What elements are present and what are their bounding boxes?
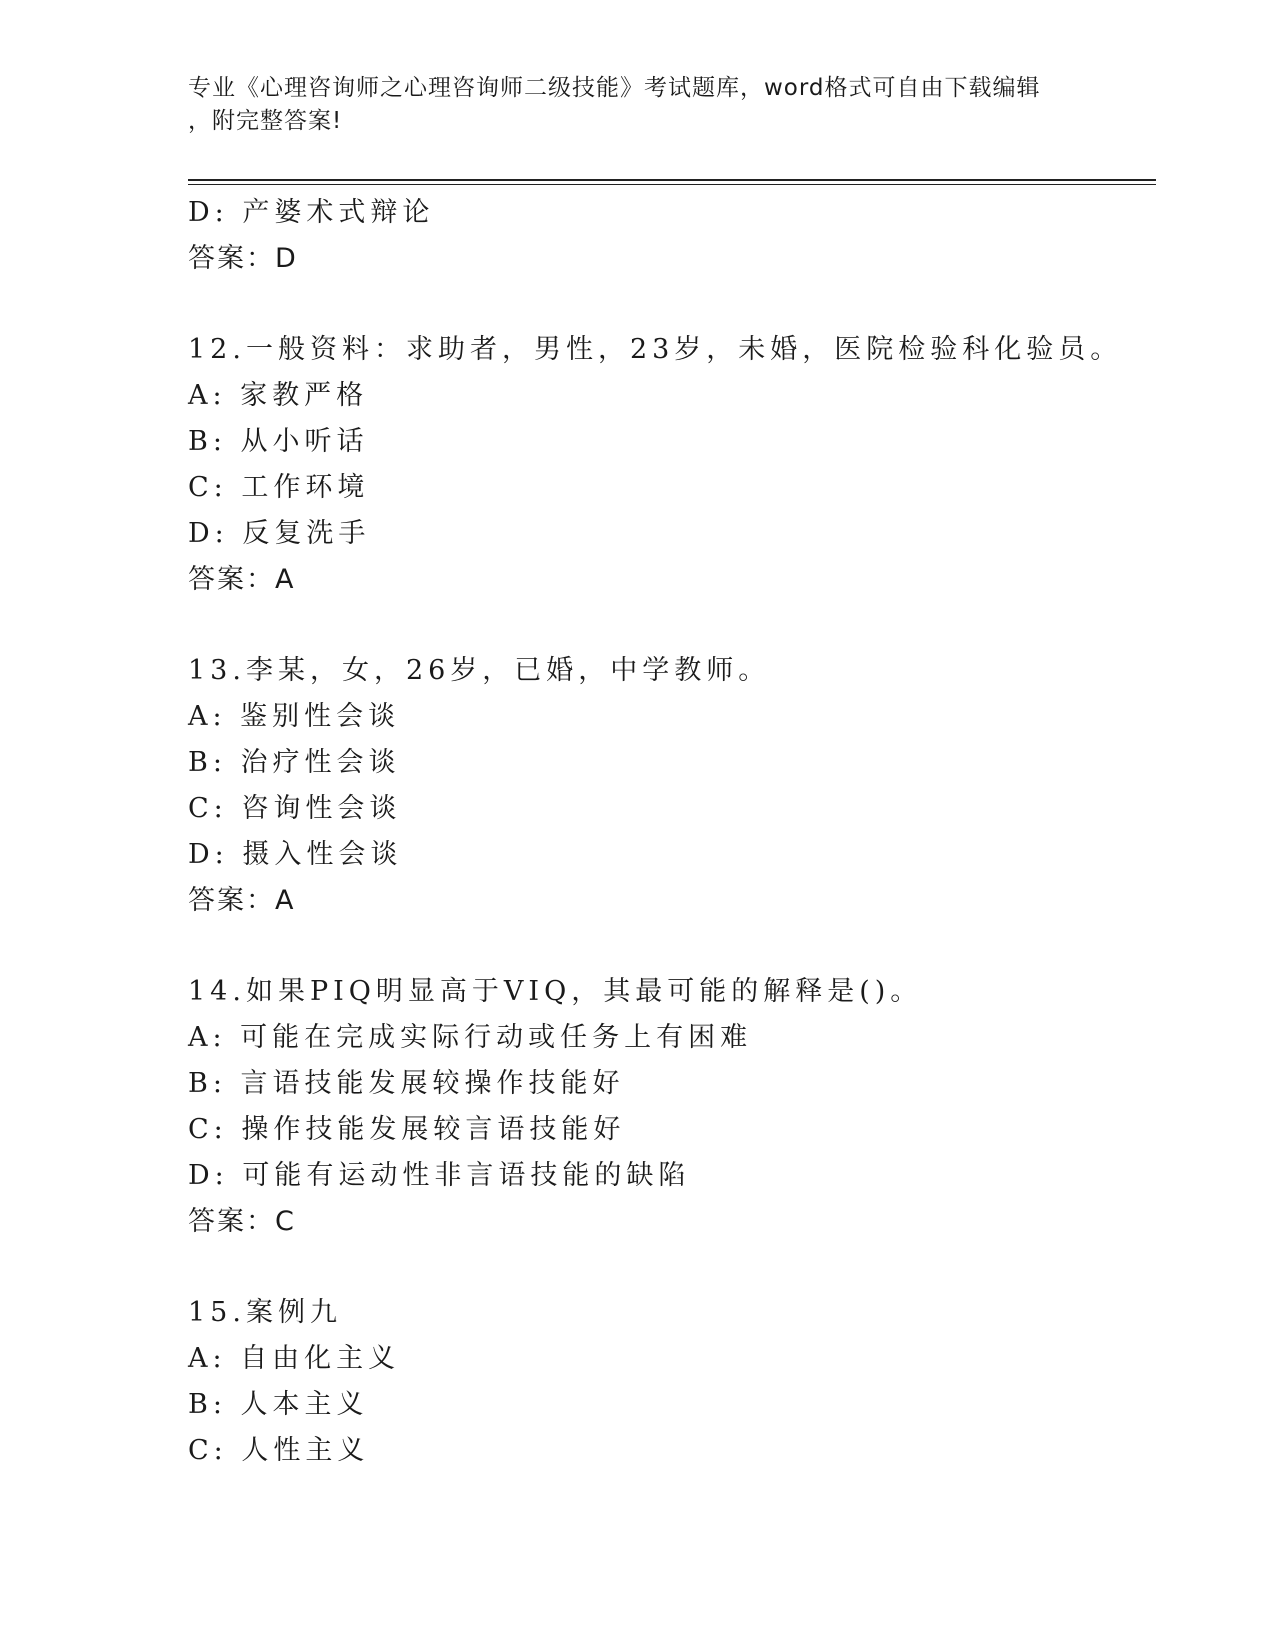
spacer xyxy=(188,924,1156,969)
header-line-2: ，附完整答案! xyxy=(188,108,343,134)
spacer xyxy=(188,1245,1156,1290)
option-c: C: 咨询性会谈 xyxy=(188,793,402,824)
option-d: D: 反复洗手 xyxy=(188,518,371,549)
question-title: 14.如果PIQ明显高于VIQ，其最可能的解释是()。 xyxy=(188,976,923,1007)
question-fragment xyxy=(188,190,1156,282)
question-title: 15.案例九 xyxy=(188,1297,342,1328)
answer-line: 答案：D xyxy=(188,243,298,274)
option-b: B: 从小听话 xyxy=(188,426,369,457)
option-b: B: 治疗性会谈 xyxy=(188,747,401,778)
header-line-1: 专业《心理咨询师之心理咨询师二级技能》考试题库，word格式可自由下载编辑 xyxy=(188,75,1041,101)
question-14 xyxy=(188,969,1156,1245)
option-a: A: 鉴别性会谈 xyxy=(188,701,401,732)
answer-line: 答案：C xyxy=(188,1206,296,1237)
question-title: 12.一般资料：求助者，男性，23岁，未婚，医院检验科化验员。 xyxy=(188,334,1123,365)
question-13 xyxy=(188,648,1156,924)
option-d: D: 摄入性会谈 xyxy=(188,839,403,870)
option-d: D: 可能有运动性非言语技能的缺陷 xyxy=(188,1160,691,1191)
question-title: 13.李某，女，26岁，已婚，中学教师。 xyxy=(188,655,771,686)
spacer xyxy=(188,282,1156,327)
document-header xyxy=(188,72,1088,138)
option-c: C: 人性主义 xyxy=(188,1435,370,1466)
document-content xyxy=(188,190,1156,1474)
answer-line: 答案：A xyxy=(188,885,296,916)
option-c: C: 工作环境 xyxy=(188,472,370,503)
option-c: C: 操作技能发展较言语技能好 xyxy=(188,1114,626,1145)
option-a: A: 家教严格 xyxy=(188,380,369,411)
option-b: B: 言语技能发展较操作技能好 xyxy=(188,1068,625,1099)
spacer xyxy=(188,603,1156,648)
option-d: D: 产婆术式辩论 xyxy=(188,197,435,228)
option-a: A: 自由化主义 xyxy=(188,1343,401,1374)
option-a: A: 可能在完成实际行动或任务上有困难 xyxy=(188,1022,753,1053)
answer-line: 答案：A xyxy=(188,564,296,595)
option-b: B: 人本主义 xyxy=(188,1389,369,1420)
header-rule-top xyxy=(188,179,1156,181)
question-15 xyxy=(188,1290,1156,1474)
question-12 xyxy=(188,327,1156,603)
header-rule-bottom xyxy=(188,184,1156,185)
